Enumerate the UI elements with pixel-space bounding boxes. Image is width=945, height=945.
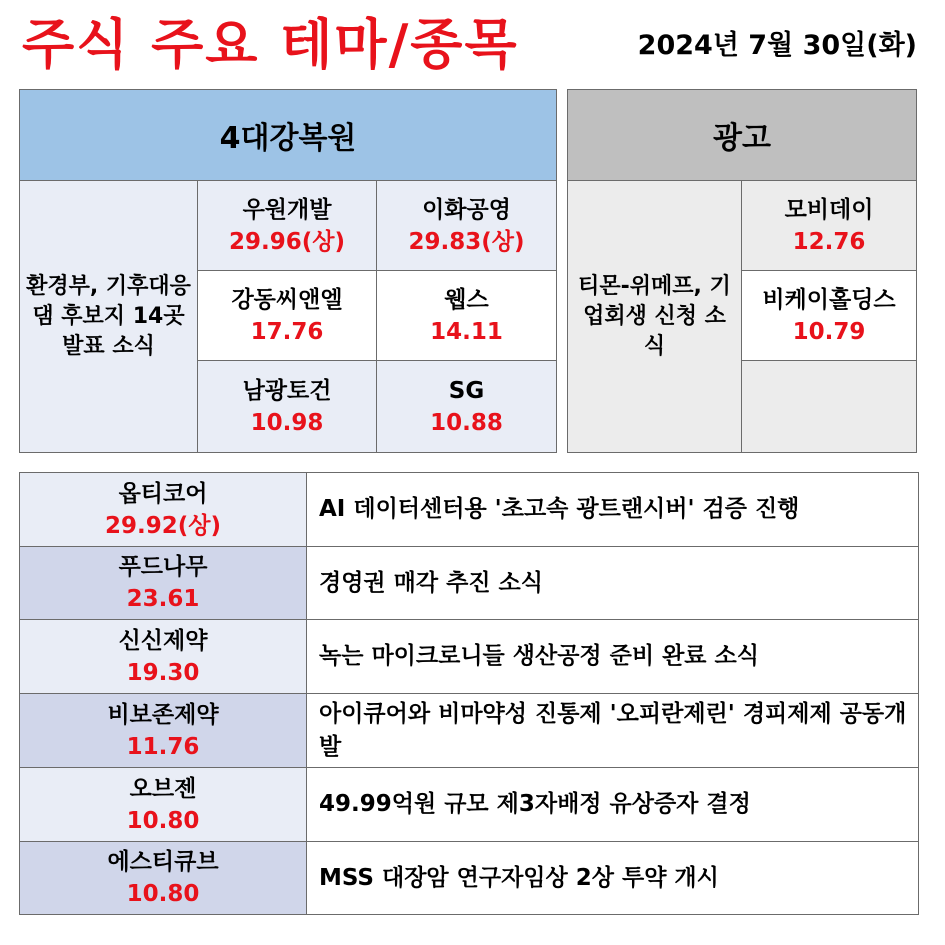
stock-name: SG bbox=[448, 377, 485, 404]
stock-name: 웹스 bbox=[444, 286, 489, 313]
stock-cell bbox=[20, 768, 307, 842]
theme-reason: 티몬-위메프, 기업회생 신청 소식 bbox=[568, 181, 742, 453]
stock-news: MSS 대장암 연구자임상 2상 투약 개시 bbox=[307, 842, 919, 915]
stock-cell bbox=[742, 271, 917, 361]
stock-cell bbox=[198, 361, 377, 453]
table-row bbox=[20, 694, 919, 768]
stock-change: 10.80 bbox=[126, 881, 200, 907]
stock-change: 10.98 bbox=[250, 409, 324, 436]
stock-change: 29.92(상) bbox=[105, 512, 221, 539]
table-row bbox=[20, 473, 919, 547]
stock-news: 경영권 매각 추진 소식 bbox=[307, 547, 919, 620]
stock-name: 옵티코어 bbox=[118, 480, 208, 507]
theme-table-ad bbox=[567, 89, 917, 453]
stock-name: 푸드나무 bbox=[118, 554, 208, 580]
table-row bbox=[20, 547, 919, 620]
stock-change: 14.11 bbox=[430, 318, 503, 345]
stock-name: 우원개발 bbox=[242, 196, 332, 223]
table-row bbox=[20, 842, 919, 915]
individual-stocks-table bbox=[19, 472, 919, 915]
stock-cell bbox=[742, 181, 917, 271]
stock-change: 10.79 bbox=[792, 318, 866, 345]
stock-change: 29.96(상) bbox=[229, 228, 345, 255]
stock-name: 강동씨앤엘 bbox=[231, 286, 343, 313]
theme-header: 4대강복원 bbox=[20, 90, 557, 181]
stock-change: 23.61 bbox=[126, 586, 200, 612]
stock-name: 비케이홀딩스 bbox=[762, 286, 896, 313]
stock-cell bbox=[20, 620, 307, 694]
stock-cell bbox=[20, 694, 307, 768]
stock-name: 모비데이 bbox=[784, 196, 874, 223]
stock-name: 이화공영 bbox=[422, 196, 511, 223]
stock-cell bbox=[20, 547, 307, 620]
stock-cell bbox=[20, 473, 307, 547]
stock-name: 에스티큐브 bbox=[107, 849, 219, 875]
stock-news: 녹는 마이크로니들 생산공정 준비 완료 소식 bbox=[307, 620, 919, 694]
stock-news: 아이큐어와 비마약성 진통제 '오피란제린' 경피제제 공동개발 bbox=[307, 694, 919, 768]
stock-name: 오브젠 bbox=[129, 775, 197, 802]
stock-cell bbox=[377, 181, 557, 271]
table-row bbox=[20, 768, 919, 842]
stock-change: 19.30 bbox=[126, 659, 200, 686]
stock-change: 29.83(상) bbox=[408, 228, 525, 255]
stock-cell bbox=[377, 361, 557, 453]
theme-reason: 환경부, 기후대응댐 후보지 14곳 발표 소식 bbox=[20, 181, 198, 453]
stock-name: 남광토건 bbox=[242, 377, 332, 404]
stock-cell bbox=[198, 271, 377, 361]
stock-change: 17.76 bbox=[250, 318, 324, 345]
page-title: 주식 주요 테마/종목 bbox=[22, 13, 519, 76]
stock-name: 비보존제약 bbox=[107, 701, 219, 728]
theme-header: 광고 bbox=[568, 90, 917, 181]
stock-change: 10.88 bbox=[430, 409, 503, 436]
theme-table-4river bbox=[19, 89, 557, 453]
stock-cell bbox=[377, 271, 557, 361]
stock-cell bbox=[20, 842, 307, 915]
stock-news: AI 데이터센터용 '초고속 광트랜시버' 검증 진행 bbox=[307, 473, 919, 547]
stock-cell bbox=[198, 181, 377, 271]
stock-change: 12.76 bbox=[792, 228, 866, 255]
stock-change: 10.80 bbox=[126, 807, 200, 834]
stock-change: 11.76 bbox=[126, 733, 200, 760]
table-row bbox=[20, 620, 919, 694]
stock-name: 신신제약 bbox=[118, 627, 208, 654]
stock-news: 49.99억원 규모 제3자배정 유상증자 결정 bbox=[307, 768, 919, 842]
date-label: 2024년 7월 30일(화) bbox=[637, 30, 917, 61]
empty-cell bbox=[742, 361, 917, 453]
